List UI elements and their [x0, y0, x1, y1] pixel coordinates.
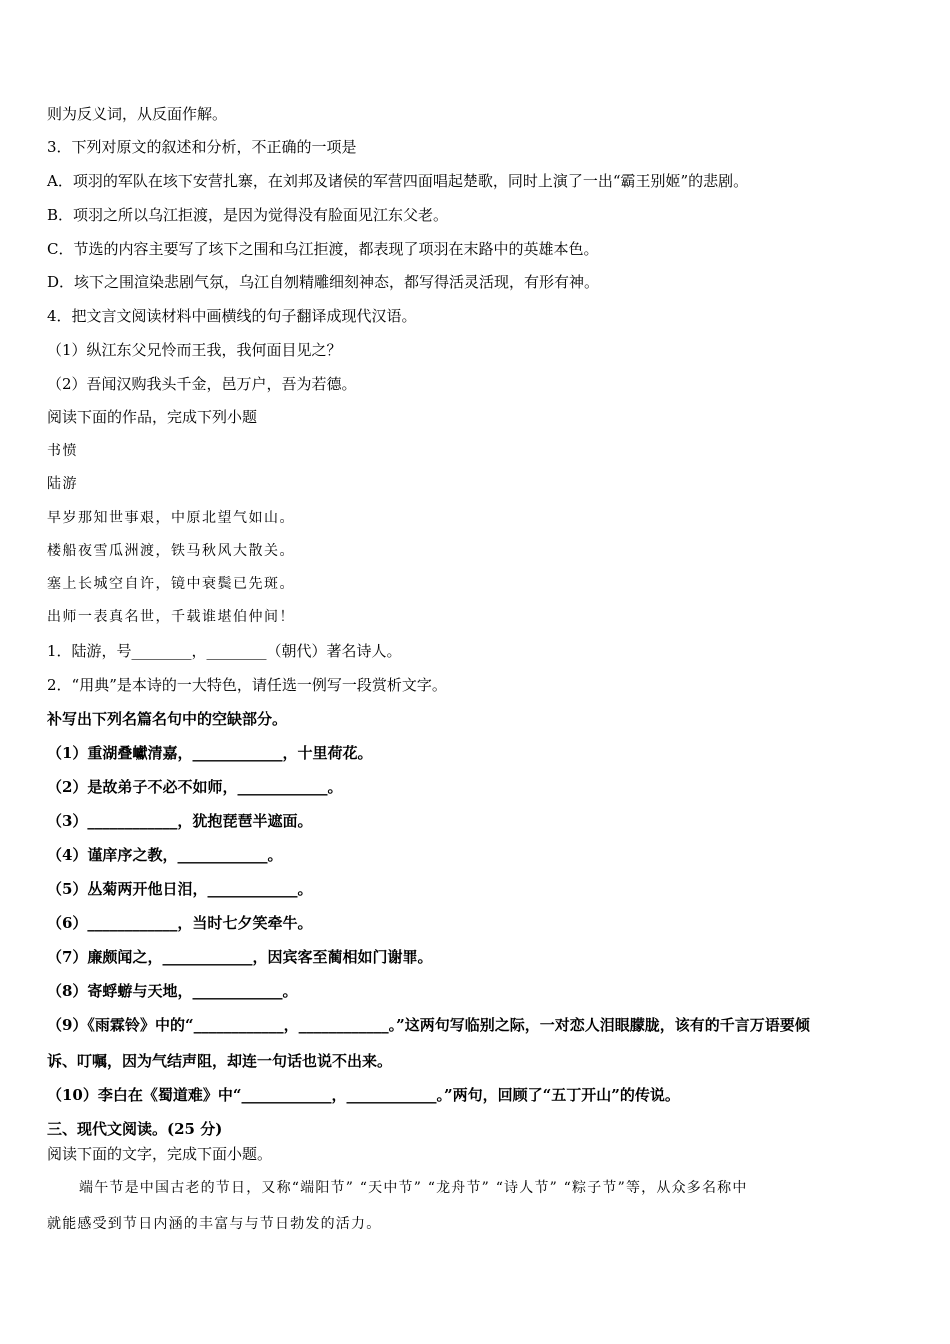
- fill-blank-item: （6）____________，当时七夕笑牵牛。: [47, 914, 313, 932]
- question-3: 3．下列对原文的叙述和分析，不正确的一项是: [47, 138, 357, 156]
- poem-author: 陆游: [47, 476, 78, 492]
- poem-line: 塞上长城空自许，镜中衰鬓已先斑。: [47, 576, 295, 592]
- poem-title: 书愤: [47, 443, 78, 459]
- translation-item-1: （1）纵江东父兄怜而王我，我何面目见之？: [47, 341, 342, 359]
- reading-instruction: 阅读下面的作品，完成下列小题: [47, 408, 258, 426]
- poem-line: 楼船夜雪瓜洲渡，铁马秋风大散关。: [47, 543, 295, 559]
- fill-blank-item: （8）寄蜉蝣与天地，____________。: [47, 982, 298, 1000]
- poem-line: 早岁那知世事艰，中原北望气如山。: [47, 510, 295, 526]
- fill-blank-item: （9）《雨霖铃》中的“____________，____________。”这两句写临别之际，一对恋人泪眼朦胧，该有的千言万语要倾: [47, 1016, 810, 1034]
- poem-question-2: 2．“用典”是本诗的一大特色，请任选一例写一段赏析文字。: [47, 676, 447, 694]
- poem-line: 出师一表真名世，千载谁堪伯仲间！: [47, 609, 295, 625]
- section-heading: 三、现代文阅读。(25 分): [47, 1120, 223, 1138]
- option-a: A．项羽的军队在垓下安营扎寨，在刘邦及诸侯的军营四面唱起楚歌，同时上演了一出“霸王别姬”的悲剧。: [47, 172, 749, 190]
- text-line: 则为反义词，从反面作解。: [47, 105, 228, 123]
- fill-blank-item-continued: 诉、叮嘱，因为气结声阻，却连一句话也说不出来。: [47, 1052, 393, 1070]
- fill-blank-item: （5）丛菊两开他日泪，____________。: [47, 880, 313, 898]
- fill-blank-item: （3）____________，犹抱琵琶半遮面。: [47, 812, 313, 830]
- fill-blank-item: （2）是故弟子不必不如师，____________。: [47, 778, 343, 796]
- fill-blank-item: （4）谨庠序之教，____________。: [47, 846, 283, 864]
- fill-blank-heading: 补写出下列名篇名句中的空缺部分。: [47, 710, 288, 728]
- reading-instruction: 阅读下面的文字，完成下面小题。: [47, 1145, 273, 1163]
- fill-blank-item: （1）重湖叠巘清嘉，____________，十里荷花。: [47, 744, 373, 762]
- option-b: B．项羽之所以乌江拒渡，是因为觉得没有脸面见江东父老。: [47, 206, 449, 224]
- option-c: C．节选的内容主要写了垓下之围和乌江拒渡，都表现了项羽在末路中的英雄本色。: [47, 240, 599, 258]
- poem-question-1: 1．陆游，号________，________（朝代）著名诗人。: [47, 642, 402, 660]
- body-paragraph-continued: 就能感受到节日内涵的丰富与与节日勃发的活力。: [47, 1216, 382, 1232]
- fill-blank-item: （7）廉颇闻之，____________，因宾客至蔺相如门谢罪。: [47, 948, 433, 966]
- body-paragraph: 端午节是中国古老的节日，又称“端阳节” “天中节” “龙舟节” “诗人节” “粽子节”等，从众多名称中: [79, 1180, 748, 1196]
- option-d: D．垓下之围渲染悲剧气氛，乌江自刎精雕细刻神态，都写得活灵活现，有形有神。: [47, 273, 600, 291]
- fill-blank-item: （10）李白在《蜀道难》中“____________，____________。”两句，回顾了“五丁开山”的传说。: [47, 1086, 680, 1104]
- question-4: 4．把文言文阅读材料中画横线的句子翻译成现代汉语。: [47, 307, 417, 325]
- translation-item-2: （2）吾闻汉购我头千金，邑万户，吾为若德。: [47, 375, 357, 393]
